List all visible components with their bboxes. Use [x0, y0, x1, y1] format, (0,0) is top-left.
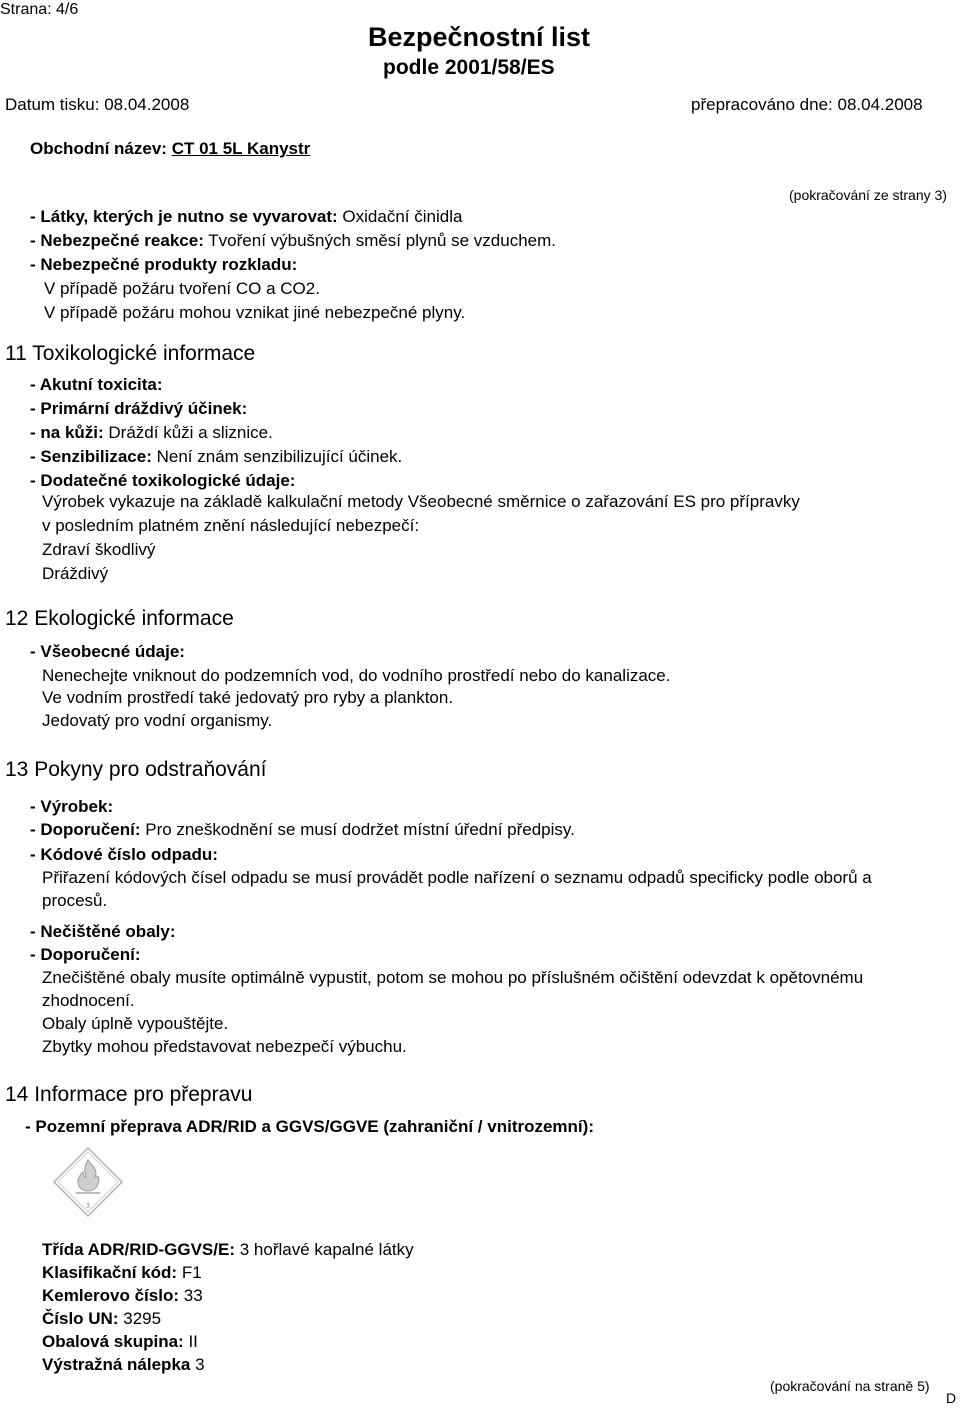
waste-line-2: procesů. — [42, 891, 108, 910]
unclean-packaging-label: - Nečištěné obaly: — [30, 922, 176, 941]
placard-number: 3 — [86, 1203, 90, 1210]
section-12-heading: 12 Ekologické informace — [5, 607, 234, 630]
sensitization-line — [30, 447, 402, 467]
classification-code-label: Klasifikační kód: — [42, 1263, 178, 1282]
avoid-value: Oxidační činidla — [342, 207, 463, 226]
eco-line-3: Jedovatý pro vodní organismy. — [42, 711, 273, 730]
un-number-line — [42, 1309, 161, 1329]
hazard-label-value: 3 — [195, 1355, 205, 1374]
general-info-label: - Všeobecné údaje: — [30, 642, 185, 661]
print-date: Datum tisku: 08.04.2008 — [5, 95, 190, 114]
reactions-label: - Nebezpečné reakce: — [30, 231, 204, 250]
classification-code-line — [42, 1263, 202, 1283]
sensitization-value: Není znám senzibilizující účinek. — [156, 447, 403, 466]
decomposition-line-1: V případě požáru tvoření CO a CO2. — [44, 279, 320, 298]
avoid-label: - Látky, kterých je nutno se vyvarovat: — [30, 207, 338, 226]
recommendation-line — [30, 820, 575, 840]
packing-group-label: Obalová skupina: — [42, 1332, 184, 1351]
sensitization-label: - Senzibilizace: — [30, 447, 152, 466]
section-11-heading: 11 Toxikologické informace — [5, 342, 256, 365]
continued-to: (pokračování na straně 5) — [770, 1378, 930, 1394]
tox-text-line-2: v posledním platném znění následující nebezpečí: — [42, 516, 420, 535]
corner-letter: D — [946, 1390, 957, 1406]
waste-line-1: Přiřazení kódových čísel odpadu se musí provádět podle nařízení o seznamu odpadů specificky podle oborů a — [42, 868, 872, 887]
product-label: - Výrobek: — [30, 797, 114, 816]
packing-group-value: II — [188, 1332, 198, 1351]
acute-toxicity: - Akutní toxicita: — [30, 375, 163, 394]
packaging-line-3: Obaly úplně vypouštějte. — [42, 1014, 229, 1033]
trade-name-value: CT 01 5L Kanystr — [171, 139, 311, 158]
adr-class-line — [42, 1240, 414, 1260]
classification-code-value: F1 — [181, 1263, 202, 1282]
packing-group-line — [42, 1332, 198, 1352]
hazard-irritant: Dráždivý — [42, 564, 109, 583]
additional-tox-label: - Dodatečné toxikologické údaje: — [30, 471, 296, 490]
hazard-harmful: Zdraví škodlivý — [42, 540, 156, 559]
section-14-heading: 14 Informace pro přepravu — [5, 1083, 253, 1106]
eco-line-2: Ve vodním prostředí také jedovatý pro ryby a plankton. — [42, 688, 454, 707]
recommendation-value: Pro zneškodnění se musí dodržet místní úřední předpisy. — [145, 820, 575, 839]
road-transport-label: - Pozemní přeprava ADR/RID a GGVS/GGVE (zahraniční / vnitrozemní): — [25, 1117, 594, 1136]
un-number-label: Číslo UN: — [42, 1309, 119, 1328]
reactions-line — [30, 231, 556, 251]
recommendation-2-label: - Doporučení: — [30, 945, 141, 964]
kemler-line — [42, 1286, 203, 1306]
revision-date: přepracováno dne: 08.04.2008 — [691, 95, 923, 114]
document-subtitle: podle 2001/58/ES — [383, 56, 555, 79]
decomposition-label: - Nebezpečné produkty rozkladu: — [30, 255, 298, 274]
packaging-line-1: Znečištěné obaly musíte optimálně vypustit, potom se mohou po příslušném očištění odevzdat k opětovnému — [42, 968, 864, 987]
recommendation-label: - Doporučení: — [30, 820, 141, 839]
continued-from: (pokračování ze strany 3) — [789, 187, 947, 203]
reactions-value: Tvoření výbušných směsí plynů se vzduchem. — [208, 231, 556, 250]
un-number-value: 3295 — [123, 1309, 162, 1328]
skin-line — [30, 423, 273, 443]
primary-irritant: - Primární dráždivý účinek: — [30, 399, 248, 418]
skin-label: - na kůži: — [30, 423, 104, 442]
packaging-line-4: Zbytky mohou představovat nebezpečí výbuchu. — [42, 1037, 407, 1056]
skin-value: Dráždí kůži a sliznice. — [108, 423, 273, 442]
eco-line-1: Nenechejte vniknout do podzemních vod, do vodního prostředí nebo do kanalizace. — [42, 666, 671, 685]
waste-code-label: - Kódové číslo odpadu: — [30, 845, 218, 864]
placard-graphic — [52, 1146, 124, 1218]
section-13-heading: 13 Pokyny pro odstraňování — [5, 758, 267, 781]
hazard-label-label: Výstražná nálepka — [42, 1355, 191, 1374]
page-number: Strana: 4/6 — [0, 1, 79, 18]
adr-class-label: Třída ADR/RID-GGVS/E: — [42, 1240, 235, 1259]
tox-text-line-1: Výrobek vykazuje na základě kalkulační metody Všeobecné směrnice o zařazování ES pro přípravky — [42, 492, 800, 511]
decomposition-line-2: V případě požáru mohou vznikat jiné nebezpečné plyny. — [44, 303, 466, 322]
packaging-line-2: zhodnocení. — [42, 991, 135, 1010]
document-title: Bezpečnostní list — [368, 22, 591, 52]
hazard-label-line — [42, 1355, 205, 1375]
adr-class-value: 3 hořlavé kapalné látky — [239, 1240, 414, 1259]
trade-name-label: Obchodní název: — [30, 139, 167, 158]
flammable-liquid-diamond-icon — [52, 1146, 124, 1218]
avoid-line — [30, 207, 462, 227]
kemler-label: Kemlerovo číslo: — [42, 1286, 179, 1305]
trade-name — [30, 139, 310, 159]
kemler-value: 33 — [183, 1286, 203, 1305]
